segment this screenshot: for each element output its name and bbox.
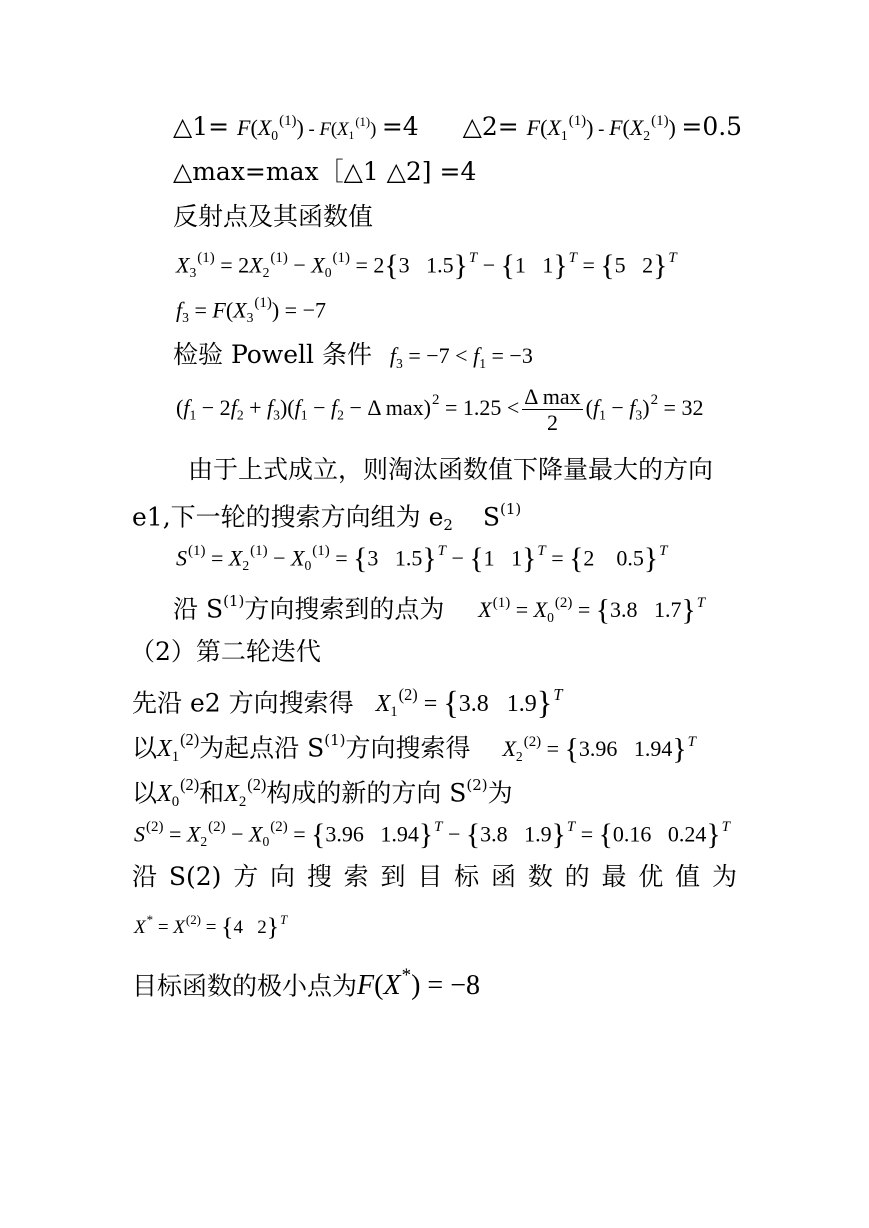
delta-max-line: △max=max［△1 △2] =4 <box>173 157 477 186</box>
reflection-heading: 反射点及其函数值 <box>173 202 374 231</box>
elimination-text: 由于上式成立，则淘汰函数值下降量最大的方向 <box>188 455 714 484</box>
math-delta2: $F(X_1^{(1)}) - F(X_2^{(1)})$ <box>526 112 682 143</box>
search-e2-line: 先沿 e2 方向搜索得 $X_1^{(2)} = \{3.8$ 1.9}$^T$ <box>132 685 563 722</box>
direction-s2-formula: $S^{(2)} = X_2^{(2)} - X_0^{(2)} = \{3.96$ 1.94}$^T$ − {3.8 1.9}$^T$ = {0.16 0.24}$^T$ <box>134 818 730 851</box>
search-from-x1-line: 以$X_1^{(2)}$为起点沿 $S^{(1)}$方向搜索得 $X_2^{(2)} = \{3.96$ 1.94}$^T$ <box>132 730 696 766</box>
minimum-value-formula: F(X*) = −8 <box>357 965 480 1002</box>
powell-inequality: $f_3 = -7 < f_1 = -3$ <box>389 343 533 371</box>
powell-condition-formula: $(f_1 - 2f_2 + f_3)(f_1 - f_2 - \Delta$ max)$^2$ = 1.25 < $\frac{\text{Δ max}}{2}$ $(f_1 - f_3)^2 = 32$ <box>176 384 704 436</box>
optimum-point-formula: $X^* = X^{(2)} = \{4$ 2}$^T$ <box>134 912 288 942</box>
delta-line: △1= $F(X_0^{(1)}) - F(X_1^{(1)}) =4$ △2= $F(X_1^{(1)}) - F(X_2^{(1)}) =0.5$ <box>173 112 743 143</box>
new-direction-line: 以$X_0^{(2)}$和$X_2^{(2)}$构成的新的方向 $S^{(2)}$为 <box>132 775 513 811</box>
optimum-search-line: 沿 S(2) 方 向 搜 索 到 目 标 函 数 的 最 优 值 为 <box>132 862 737 891</box>
reflection-value-formula: $f_3 = F(X_3^{(1)}) = -7$ <box>176 295 326 326</box>
powell-check-line: 检验 Powell 条件 $f_3 = -7 < f_1 = -3$ <box>173 340 533 371</box>
reflection-point-formula: $X_3^{(1)} = 2X_2^{(1)} - X_0^{(1)} = 2\{3$ 1.5}$^T$ − {1 1}$^T$ = {5 2}$^T$ <box>176 249 677 282</box>
point-x1-formula: $X^{(1)} = X_0^{(2)} = \{3.8$ 1.7}$^T$ <box>478 594 706 627</box>
direction-s1-formula: $S^{(1)} = X_2^{(1)} - X_0^{(1)} = \{3$ 1.5}$^T$ − {1 1}$^T$ = {2 0.5}$^T$ <box>176 542 668 575</box>
search-s1-line: 沿 $S^{(1)}$方向搜索到的点为 $X^{(1)} = X_0^{(2)} = \{3.8$ 1.7}$^T$ <box>173 592 706 627</box>
fraction: $\frac{\text{Δ max}}{2}$ <box>524 384 581 436</box>
math-delta1: $F(X_0^{(1)}) - F(X_1^{(1)})$ <box>237 112 377 143</box>
minimum-point-line: 目标函数的极小点为F(X*) = −8 <box>132 965 480 1002</box>
second-iteration-heading: （2）第二轮迭代 <box>130 637 321 666</box>
point-x22-formula: $X_2^{(2)} = \{3.96$ 1.94}$^T$ <box>502 733 696 766</box>
point-x12-formula: $X_1^{(2)} = \{3.8$ 1.9}$^T$ <box>375 685 563 722</box>
direction-set-text: e1,下一轮的搜索方向组为 $e_2$ $S^{(1)}$ <box>132 500 522 534</box>
